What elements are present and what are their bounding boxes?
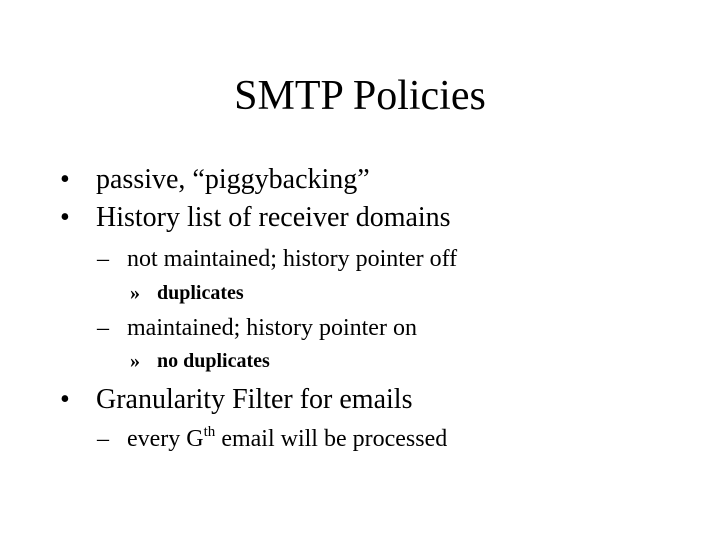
dash-marker: – (97, 315, 109, 341)
bullet-marker: • (60, 384, 70, 415)
sub-sub-bullet-text: no duplicates (157, 350, 270, 372)
sub-sub-bullet-text: duplicates (157, 282, 244, 304)
bullet-text: History list of receiver domains (96, 202, 451, 233)
text-before-superscript: every G (127, 426, 204, 452)
chevron-marker: » (130, 350, 140, 372)
sub-bullet-text (127, 424, 447, 454)
bullet-text: passive, “piggybacking” (96, 164, 370, 195)
dash-marker: – (97, 426, 109, 452)
slide-title: SMTP Policies (234, 73, 486, 119)
text-after-superscript: email will be processed (215, 426, 448, 452)
bullet-marker: • (60, 202, 70, 233)
bullet-text: Granularity Filter for emails (96, 384, 413, 415)
bullet-marker: • (60, 164, 70, 195)
dash-marker: – (97, 246, 109, 272)
ordinal-superscript: th (203, 424, 216, 440)
sub-bullet-text: not maintained; history pointer off (127, 246, 458, 272)
sub-bullet-text: maintained; history pointer on (127, 315, 417, 341)
chevron-marker: » (130, 282, 140, 304)
